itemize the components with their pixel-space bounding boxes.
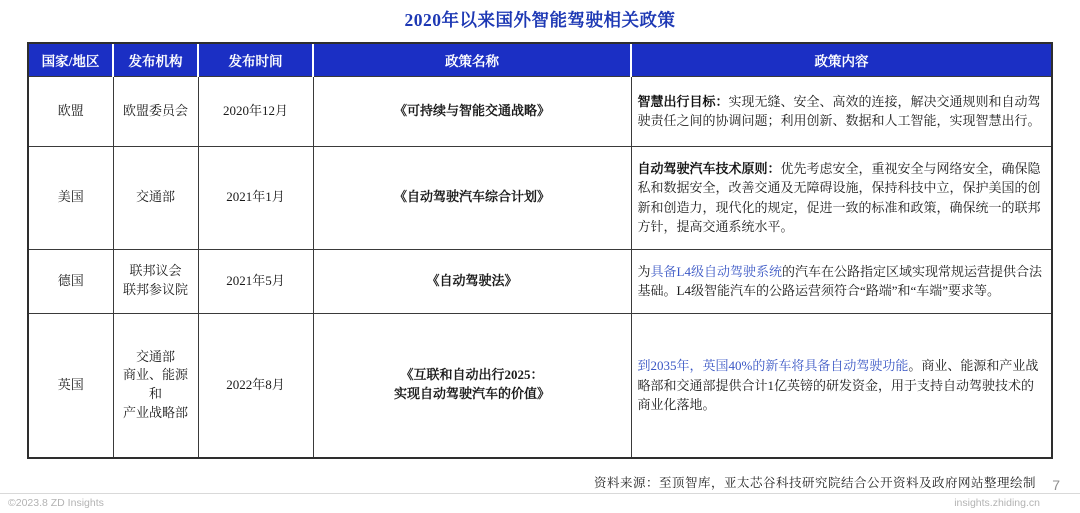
cell-agency: 欧盟委员会 <box>113 76 198 146</box>
data-source-note: 资料来源：至顶智库，亚太芯谷科技研究院结合公开资料及政府网站整理绘制 <box>593 476 1036 490</box>
copyright-label: ©2023.8 ZD Insights <box>8 497 104 509</box>
cell-policy-name: 《自动驾驶法》 <box>313 249 631 313</box>
content-segment: 优先考虑安全，重视安全与网络安全，确保隐私和数据安全，改善交通及无障碍设施，保持科技中立，保护美国的创新和创造力，现代化的规定，促进一致的标准和政策，确保统一的联邦方针，提高交通系统水平。 <box>637 160 1041 234</box>
cell-agency: 联邦议会 联邦参议院 <box>113 249 198 313</box>
policy-table-body <box>28 76 1052 458</box>
content-segment: 到2035年，英国40%的新车将具备自动驾驶功能 <box>637 358 909 373</box>
header-country: 国家/地区 <box>28 43 113 76</box>
cell-date: 2021年5月 <box>198 249 313 313</box>
content-segment: 的汽车在公路指定区域实现常规运营提供合法基础。L4级智能汽车的公路运营须符合“路端”和“车端”要求等。 <box>637 263 1042 298</box>
cell-country: 德国 <box>28 249 113 313</box>
header-policy-name: 政策名称 <box>313 43 631 76</box>
content-segment: 具备L4级自动驾驶系统 <box>650 263 782 279</box>
cell-country: 美国 <box>28 146 113 249</box>
table-row <box>28 313 1052 458</box>
content-segment: 智慧出行目标： <box>637 93 729 109</box>
cell-date: 2022年8月 <box>198 313 313 458</box>
cell-policy-name: 《互联和自动出行2025： 实现自动驾驶汽车的价值》 <box>313 313 631 458</box>
page-number: 7 <box>1052 477 1060 493</box>
header-agency: 发布机构 <box>113 43 198 76</box>
content-segment: 实现无缝、安全、高效的连接，解决交通规则和自动驾驶责任之间的协调问题；利用创新、数据和人工智能，实现智慧出行。 <box>637 93 1041 128</box>
cell-policy-content <box>631 249 1052 313</box>
cell-agency: 交通部 <box>113 146 198 249</box>
content-segment: 自动驾驶汽车技术原则： <box>637 160 781 176</box>
site-label: insights.zhiding.cn <box>954 497 1040 509</box>
table-header <box>28 43 1052 76</box>
cell-country: 欧盟 <box>28 76 113 146</box>
cell-date: 2021年1月 <box>198 146 313 249</box>
content-segment: 。商业、能源和产业战略部和交通部提供合计1亿英镑的研发资金，用于支持自动驾驶技术的商业化落地。 <box>637 358 1039 412</box>
cell-date: 2020年12月 <box>198 76 313 146</box>
table-row <box>28 249 1052 313</box>
cell-policy-content <box>631 313 1052 458</box>
content-segment: 为 <box>637 263 651 279</box>
cell-country: 英国 <box>28 313 113 458</box>
cell-agency: 交通部 商业、能源和 产业战略部 <box>113 313 198 458</box>
policy-table <box>27 42 1053 459</box>
header-policy-content: 政策内容 <box>631 43 1052 76</box>
cell-policy-content <box>631 146 1052 249</box>
table-row <box>28 146 1052 249</box>
policy-table-container <box>27 42 1053 459</box>
cell-policy-content <box>631 76 1052 146</box>
cell-policy-name: 《自动驾驶汽车综合计划》 <box>313 146 631 249</box>
cell-policy-name: 《可持续与智能交通战略》 <box>313 76 631 146</box>
footer-divider <box>0 493 1080 494</box>
page-title: 2020年以来国外智能驾驶相关政策 <box>404 10 676 30</box>
header-date: 发布时间 <box>198 43 313 76</box>
table-row <box>28 76 1052 146</box>
